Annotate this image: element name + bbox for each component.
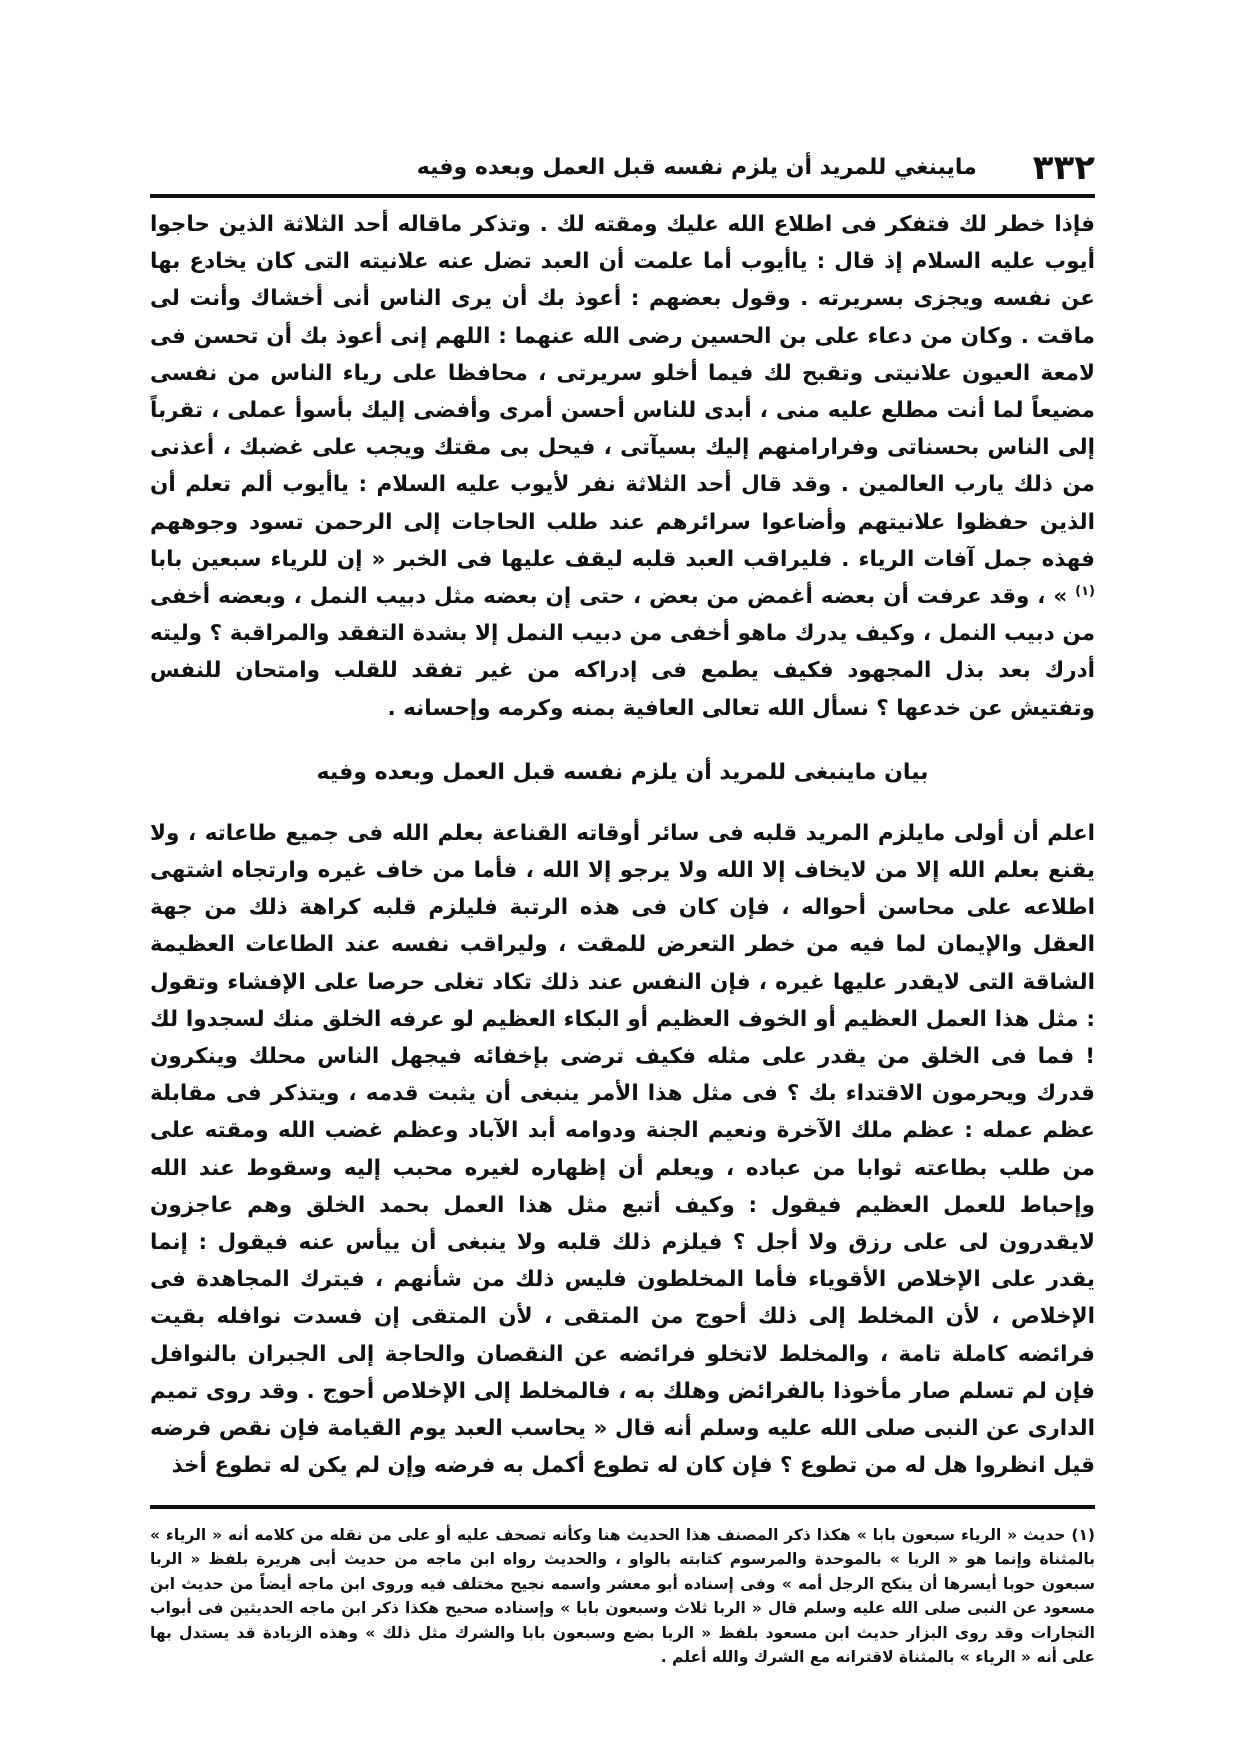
header-rule: [150, 194, 1095, 198]
footnote-rule: [150, 1505, 1095, 1509]
main-text: [150, 206, 1095, 1485]
section-heading: بيان ماينبغى للمريد أن يلزم نفسه قبل العمل وبعده وفيه: [316, 759, 929, 785]
paragraph-1-text: فإذا خطر لك فتفكر فى اطلاع الله عليك ومقته لك . وتذكر ماقاله أحد الثلاثة الذين حاجوا أيوب عليه السلام إذ قال : ياأيوب أما علمت أن العبد تضل عنه علانيته التى كان يخادع بها عن نفسه ويجزى بسريرته . وقول بعضهم : أعوذ بك أن يرى الناس أنى أخشاك وأنت لى ماقت . وكان من دعاء على بن الحسين رضى الله عنهما : اللهم إنى أعوذ بك أن تحسن فى لامعة العيون علانيتى وتقبح لك فيما أخلو سريرتى ، محافظا على رياء الناس من نفسى مضيعاً لما أنت مطلع عليه منى ، أبدى للناس أحسن أمرى وأفضى إليك بأسوأ عملى ، تقرباً إلى الناس بحسناتى وفرارامنهم إليك بسيآتى ، فيحل بى مقتك ويجب على غضبك ، أعذنى من ذلك يارب العالمين . وقد قال أحد الثلاثة نفر لأيوب عليه السلام : ياأيوب ألم تعلم أن الذين حفظوا علانيتهم وأضاعوا سرائرهم عند طلب الحاجات إلى الرحمن تسود وجوههم فهذه جمل آفات الرياء . فليراقب العبد قلبه ليقف عليها فى الخبر « إن للرياء سبعين بابا: [150, 212, 1095, 572]
footnote-reference: (١): [1075, 583, 1095, 599]
running-head: [150, 140, 1095, 188]
book-page: [150, 140, 1095, 1670]
page-number: ٣٣٢: [1032, 148, 1095, 188]
footnote-1: (١) حديث « الرياء سبعون بابا » هكذا ذكر المصنف هذا الحديث هنا وكأنه تصحف عليه أو على من نقله من كلامه أنه « الرياء » بالمثناة وإنما هو « الربا » بالموحدة والمرسوم كتابته بالواو ، والحديث رواه ابن ماجه من حديث أبى هريرة بلفظ « الربا سبعون حوبا أيسرها أن ينكح الرجل أمه » وفى إسناده أبو معشر واسمه نجيح مختلف فيه وروى ابن ماجه أيضاً من حديث ابن مسعود عن النبى صلى الله عليه وسلم قال « الربا ثلاث وسبعون بابا » وإسناده صحيح هكذا ذكر ابن ماجه الحديثين فى أبواب التجارات وقد روى البزار حديث ابن مسعود بلفظ « الربا بضع وسبعون بابا والشرك مثل ذلك » وهذه الزيادة قد يستدل بها على أنه « الرياء » بالمثناة لاقترانه مع الشرك والله أعلم .: [150, 1525, 1095, 1666]
paragraph-1-continuation: » ، وقد عرفت أن بعضه أغمض من بعض ، حتى إن بعضه مثل دبيب النمل ، وبعضه أخفى من دبيب النمل ، وكيف يدرك ماهو أخفى من دبيب النمل إلا بشدة التفقد والمراقبة ؟ وليته أدرك بعد بذل المجهود فكيف يطمع فى إدراكه من غير تفقد للقلب وامتحان للنفس وتفتيش عن خدعها ؟ نسأل الله تعالى العافية بمنه وكرمه وإحسانه .: [150, 584, 1095, 721]
paragraph-2: اعلم أن أولى مايلزم المريد قلبه فى سائر أوقاته القناعة بعلم الله فى جميع طاعاته ، ولا يقنع بعلم الله إلا من لايخاف إلا الله ولا يرجو إلا الله ، فأما من خاف غيره وارتجاه اشتهى اطلاعه على محاسن أحواله ، فإن كان فى هذه الرتبة فليلزم قلبه كراهة ذلك من جهة العقل والإيمان لما فيه من خطر التعرض للمقت ، وليراقب نفسه عند الطاعات العظيمة الشاقة التى لايقدر عليها غيره ، فإن النفس عند ذلك تكاد تغلى حرصا على الإفشاء وتقول : مثل هذا العمل العظيم أو الخوف العظيم أو البكاء العظيم لو عرفه الخلق منك لسجدوا لك ! فما فى الخلق من يقدر على مثله فكيف ترضى بإخفائه فيجهل الناس محلك وينكرون قدرك ويحرمون الاقتداء بك ؟ فى مثل هذا الأمر ينبغى أن يثبت قدمه ، ويتذكر فى مقابلة عظم عمله : عظم ملك الآخرة ونعيم الجنة ودوامه أبد الآباد وعظم غضب الله ومقته على من طلب بطاعته ثوابا من عباده ، ويعلم أن إظهاره لغيره محبب إليه وسقوط عند الله وإحباط للعمل العظيم فيقول : وكيف أتبع مثل هذا العمل بحمد الخلق وهم عاجزون لايقدرون لى على رزق ولا أجل ؟ فيلزم ذلك قلبه ولا ينبغى أن ييأس عنه فيقول : إنما يقدر على الإخلاص الأقوياء فأما المخلطون فليس ذلك من شأنهم ، فيترك المجاهدة فى الإخلاص ، لأن المخلط إلى ذلك أحوج من المتقى ، لأن المتقى إن فسدت نوافله بقيت فرائضه كاملة تامة ، والمخلط لاتخلو فرائضه عن النقصان والحاجة إلى الجبران بالنوافل فإن لم تسلم صار مأخوذا بالفرائض وهلك به ، فالمخلط إلى الإخلاص أحوج . وقد روى تميم الدارى عن النبى صلى الله عليه وسلم أنه قال « يحاسب العبد يوم القيامة فإن نقص فرضه قيل انظروا هل له من تطوع ؟ فإن كان له تطوع أكمل به فرضه وإن لم يكن له تطوع أخذ: [150, 820, 1095, 1479]
footnotes: [150, 1523, 1095, 1670]
running-title: مايبنغي للمريد أن يلزم نفسه قبل العمل وبعده وفيه: [416, 155, 977, 180]
paragraph-1: [150, 206, 1095, 727]
